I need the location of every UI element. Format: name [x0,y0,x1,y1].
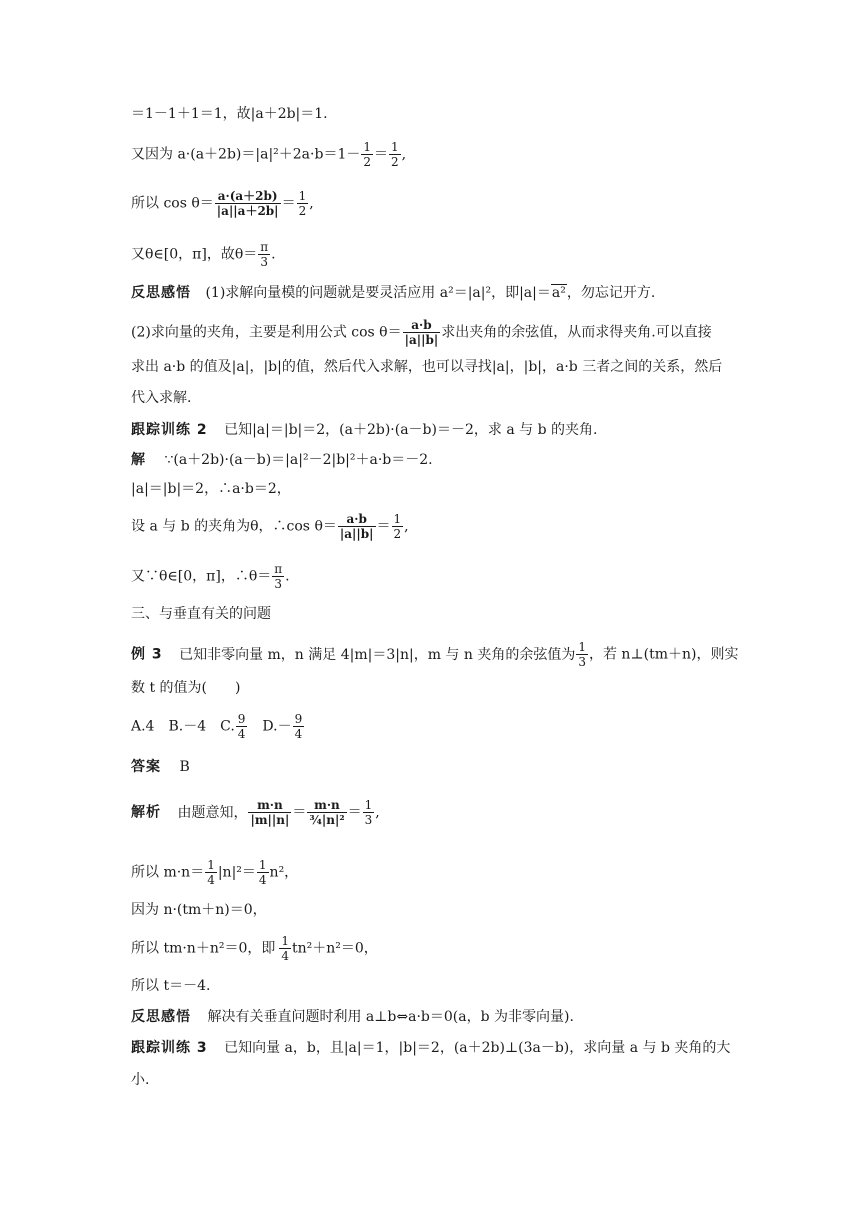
text: , [404,518,409,535]
fraction: $\frac{a\cdot b}{|a||b|}$ [404,318,439,347]
fraction: $\frac{a\cdot b}{|a||b|}$ [339,512,374,541]
example-3 [131,640,738,669]
practice-3 [131,1038,730,1058]
practice-3-line-2: 小. [131,1072,150,1088]
fraction: $\frac{1}{2}$ [363,140,371,169]
text: 已知|a|＝|b|＝2，(a＋2b)·(a－b)＝－2，求 a 与 b 的夹角. [224,422,598,438]
solution-line-1: ＝1－1＋1＝1，故|a＋2b|＝1. [131,106,328,122]
text: D.－ [248,718,292,735]
text: 又θ∈[0，π]，故θ＝ [131,246,258,263]
text: 又因为 a·(a＋2b)＝|a|²＋2a·b＝1－ [131,146,361,163]
text: 求出夹角的余弦值，从而求得夹角.可以直接 [441,324,712,341]
reflection-4: 代入求解. [131,390,192,406]
text: 设 a 与 b 的夹角为θ，∴cos θ＝ [131,518,337,535]
text: ＝ [347,804,362,821]
fraction: $\frac{1}{3}$ [578,640,586,669]
solution-2-line-3 [131,512,409,541]
reflection-3-block [131,1007,574,1027]
text: |n|²＝ [217,864,256,881]
fraction: $\frac{m\cdot n}{\text{¾|n|²}}$ [309,798,345,827]
section-heading: 三、与垂直有关的问题 [131,606,271,622]
text: , [375,804,380,821]
example-label: 例 3 [131,646,163,663]
fraction: $\frac{a\cdot(a+2b)}{|a||a+2b|}$ [216,189,279,218]
text: , [309,195,314,212]
sqrt-expression: a² [551,285,566,301]
fraction: $\frac{9}{4}$ [294,712,303,741]
reflection-2 [131,318,712,347]
analysis-line-5: 所以 t＝－4. [131,978,211,994]
solution-2-line-1 [131,450,433,470]
practice-2 [131,420,597,440]
text: 已知向量 a，b，且|a|＝1，|b|＝2，(a＋2b)⊥(3a－b)，求向量 a 与 b 夹角的大 [224,1040,731,1056]
fraction: $\frac{1}{2}$ [391,140,399,169]
fraction: $\frac{1}{2}$ [298,189,307,218]
reflection-label: 反思感悟 [131,1009,191,1025]
analysis-line-4 [131,934,378,963]
fraction: $\frac{1}{4}$ [207,858,215,887]
text: A.4 B.－4 C. [131,718,235,735]
fraction: $\frac{1}{4}$ [281,934,289,963]
analysis-label: 解析 [131,804,161,821]
fraction: $\frac{1}{2}$ [393,512,402,541]
practice-label: 跟踪训练 2 [131,422,208,438]
fraction: $\frac{m\cdot n}{|m||n|}$ [250,798,290,827]
text: 解决有关垂直问题时利用 a⊥b⇔a·b＝0(a，b 为非零向量). [207,1009,574,1025]
reflection-3: 求出 a·b 的值及|a|，|b|的值，然后代入求解，也可以寻找|a|，|b|，a·b 三者之间的关系，然后 [131,359,723,375]
text: 已知非零向量 m，n 满足 4|m|＝3|n|，m 与 n 夹角的余弦值为 [179,646,576,663]
text: (2)求向量的夹角，主要是利用公式 cos θ＝ [131,324,402,341]
text: 所以 m·n＝ [131,864,205,881]
text: tn²＋n²＝0， [292,940,378,957]
text: . [271,246,276,263]
fraction: $\frac{\pi}{3}$ [274,562,283,591]
solution-2-line-2: |a|＝|b|＝2，∴a·b＝2， [131,481,291,497]
text: ，若 n⊥(tm＋n)，则实 [588,646,739,663]
answer-options [131,712,305,741]
text: ＝ [292,804,307,821]
text: ∵(a＋2b)·(a－b)＝|a|²－2|b|²＋a·b＝－2. [164,452,433,468]
text: 所以 tm·n＋n²＝0，即 [131,940,276,957]
solution-line-2 [131,140,406,169]
text: ＝ [281,195,296,212]
solution-line-3 [131,189,314,218]
fraction: $\frac{\pi}{3}$ [260,240,269,269]
text: , [401,146,407,163]
text: 所以 cos θ＝ [131,195,214,212]
text: . [285,568,290,585]
answer-value: B [179,759,190,775]
example-3-line-2: 数 t 的值为( ) [131,680,241,696]
reflection-label: 反思感悟 [131,285,191,301]
text: (1)求解向量模的问题就是要灵活应用 a²＝|a|²，即|a|＝ [205,285,551,301]
analysis-line-2 [131,858,298,887]
reflection-1 [131,283,655,303]
text: n²， [269,864,299,881]
fraction: $\frac{9}{4}$ [237,712,246,741]
text: ，勿忘记开方. [566,285,656,301]
analysis-line-1 [131,798,380,827]
text: 由题意知， [177,804,248,821]
text: ＝ [376,518,391,535]
text: ＝ [374,146,388,163]
analysis-line-3: 因为 n·(tm＋n)＝0， [131,902,267,918]
text: 又∵θ∈[0，π]，∴θ＝ [131,568,272,585]
solution-2-line-4 [131,562,290,591]
answer-line [131,757,190,777]
solution-label: 解 [131,452,146,468]
practice-label: 跟踪训练 3 [131,1040,208,1056]
fraction: $\frac{1}{3}$ [364,798,373,827]
solution-line-4 [131,240,276,269]
fraction: $\frac{1}{4}$ [258,858,267,887]
answer-label: 答案 [131,759,161,775]
